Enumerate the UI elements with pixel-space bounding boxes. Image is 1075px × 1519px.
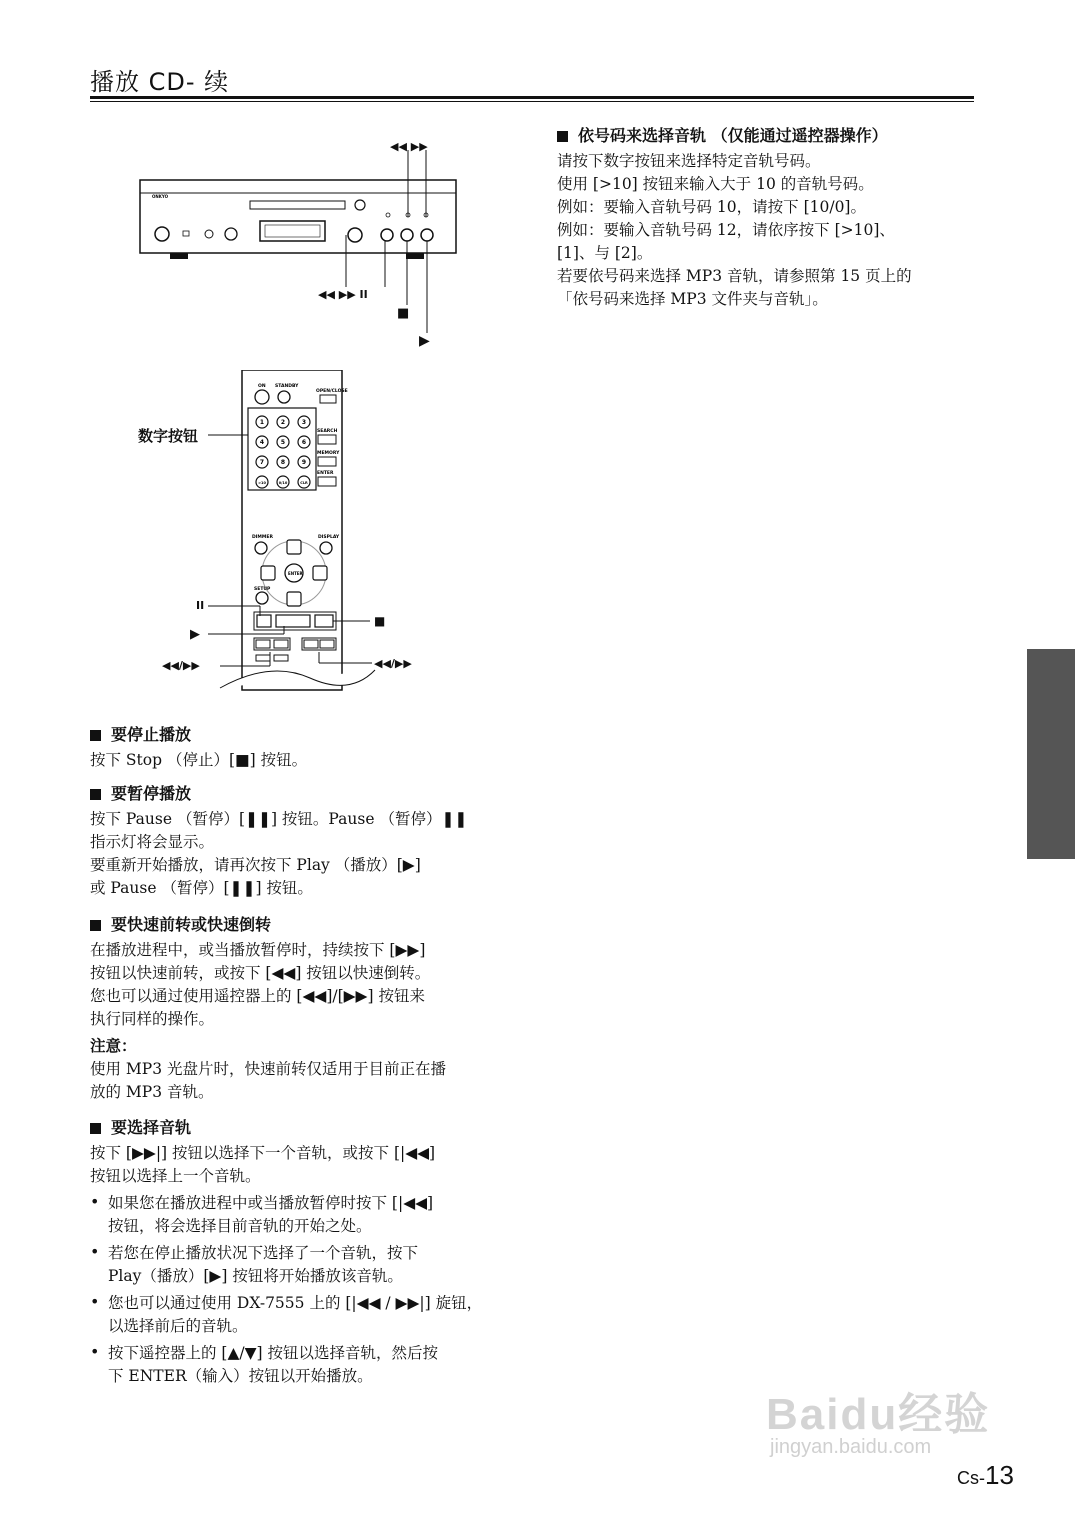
note-heading: 注意： — [90, 1037, 137, 1055]
section-search — [90, 912, 446, 1104]
section-number — [557, 123, 912, 311]
square-bullet-icon — [90, 1123, 101, 1134]
list-item: • 如果您在播放进程中或当播放暂停时按下 [|◀◀] 按钮，将会选择目前音轨的开始之处。 — [90, 1192, 482, 1238]
cd-player-illustration — [130, 135, 460, 350]
number-button-label: 3 — [301, 419, 307, 426]
svg-text:DISPLAY: DISPLAY — [318, 535, 340, 540]
square-bullet-icon — [90, 789, 101, 800]
note-text: 放的 MP3 音轨。 — [90, 1083, 214, 1101]
player-stop-label: ■ — [397, 306, 410, 321]
body-text: 执行同样的操作。 — [90, 1010, 215, 1028]
svg-text:ON: ON — [258, 384, 266, 389]
body-text: 指示灯将会显示。 — [90, 833, 215, 851]
square-bullet-icon — [90, 920, 101, 931]
header-rule — [90, 96, 974, 99]
body-text: 按钮以快速前转，或按下 [◀◀] 按钮以快速倒转。 — [90, 964, 431, 982]
list-item: • 您也可以通过使用 DX-7555 上的 [|◀◀ / ▶▶|] 旋钮， 以选择前后的音轨。 — [90, 1292, 482, 1338]
body-text: 在播放进程中，或当播放暂停时，持续按下 [▶▶] — [90, 941, 426, 959]
body-text: 按下 Stop （停止）[■] 按钮。 — [90, 751, 308, 769]
body-text: 要重新开始播放，请再次按下 Play （播放）[▶] — [90, 856, 421, 874]
header-rule-thin — [90, 101, 974, 102]
remote-pause-label: II — [196, 599, 205, 612]
note-text: 使用 MP3 光盘片时，快速前转仅适用于目前正在播 — [90, 1060, 447, 1078]
body-text: 或 Pause （暂停）[❚❚] 按钮。 — [90, 879, 313, 897]
svg-text:MEMORY: MEMORY — [317, 451, 340, 456]
section-select — [90, 1115, 482, 1388]
body-text: 您也可以通过使用遥控器上的 [◀◀]/[▶▶] 按钮来 — [90, 987, 425, 1005]
player-skip-pause-label: ◀◀ ▶▶ II — [318, 288, 368, 301]
player-play-label: ▶ — [419, 333, 430, 349]
svg-text:ENTER: ENTER — [288, 571, 303, 576]
svg-text:OPEN/CLOSE: OPEN/CLOSE — [316, 389, 348, 394]
number-button-label: 2 — [280, 419, 286, 426]
number-button-label: 9 — [301, 459, 307, 466]
list-item: • 按下遥控器上的 [▲/▼] 按钮以选择音轨，然后按 下 ENTER（输入）按钮以开始播放。 — [90, 1342, 482, 1388]
square-bullet-icon — [90, 730, 101, 741]
chapter-tab — [1027, 649, 1075, 859]
watermark-url: jingyan.baidu.com — [770, 1436, 932, 1458]
body-text: 「依号码来选择 MP3 文件夹与音轨」。 — [557, 290, 828, 308]
svg-text:DIMMER: DIMMER — [252, 535, 273, 540]
square-bullet-icon — [557, 131, 568, 142]
svg-text:SETUP: SETUP — [254, 587, 271, 592]
page-title: 播放 CD- 续 — [90, 68, 230, 96]
body-text: 按下 [▶▶|] 按钮以选择下一个音轨，或按下 [|◀◀] — [90, 1144, 436, 1162]
body-text: [1]、与 [2]。 — [557, 244, 653, 262]
number-button-label: 5 — [280, 439, 286, 446]
svg-text:SEARCH: SEARCH — [317, 429, 338, 434]
section-heading: 要停止播放 — [90, 722, 307, 745]
number-button-label: 7 — [259, 459, 265, 466]
number-button-label: >10 — [258, 481, 266, 485]
number-button-label: 6 — [301, 439, 307, 446]
section-heading: 要暂停播放 — [90, 781, 467, 804]
number-button-label: 8 — [280, 459, 286, 466]
body-text: 按钮以选择上一个音轨。 — [90, 1167, 261, 1185]
section-heading: 要快速前转或快速倒转 — [90, 912, 446, 935]
svg-text:STANDBY: STANDBY — [275, 384, 299, 389]
number-button-label: 1 — [259, 419, 265, 426]
remote-illustration — [160, 370, 380, 700]
section-heading: 要选择音轨 — [90, 1115, 482, 1138]
number-button-label: 0/10 — [278, 481, 288, 485]
number-button-label: CLR — [300, 481, 308, 485]
remote-play-label: ▶ — [190, 627, 200, 642]
number-buttons-label: 数字按钮 — [138, 427, 199, 445]
body-text: 按下 Pause （暂停）[❚❚] 按钮。Pause （暂停）❚❚ — [90, 810, 468, 828]
body-text: 请按下数字按钮来选择特定音轨号码。 — [557, 152, 821, 170]
body-text: 例如：要输入音轨号码 12，请依序按下 [>10]、 — [557, 221, 895, 239]
body-text: 例如：要输入音轨号码 10，请按下 [10/0]。 — [557, 198, 866, 216]
svg-text:ONKYO: ONKYO — [152, 194, 169, 199]
section-heading: 依号码来选择音轨 （仅能通过遥控器操作） — [557, 123, 912, 146]
section-stop — [90, 722, 307, 772]
remote-stop-label: ■ — [374, 614, 386, 628]
player-search-label: ◀◀ ▶▶ — [390, 140, 428, 153]
body-text: 使用 [>10] 按钮来输入大于 10 的音轨号码。 — [557, 175, 874, 193]
svg-text:ENTER: ENTER — [317, 471, 334, 476]
watermark-logo: Baidu经验 — [766, 1390, 991, 1439]
remote-skip-label: ◀◀/▶▶ — [374, 657, 412, 670]
section-pause — [90, 781, 467, 900]
page-number: Cs-13 — [957, 1460, 1014, 1490]
body-text: 若要依号码来选择 MP3 音轨，请参照第 15 页上的 — [557, 267, 912, 285]
remote-search-label: ◀◀/▶▶ — [162, 659, 200, 672]
number-button-label: 4 — [259, 439, 265, 446]
list-item: • 若您在停止播放状况下选择了一个音轨，按下 Play（播放）[▶] 按钮将开始播放该音轨。 — [90, 1242, 482, 1288]
